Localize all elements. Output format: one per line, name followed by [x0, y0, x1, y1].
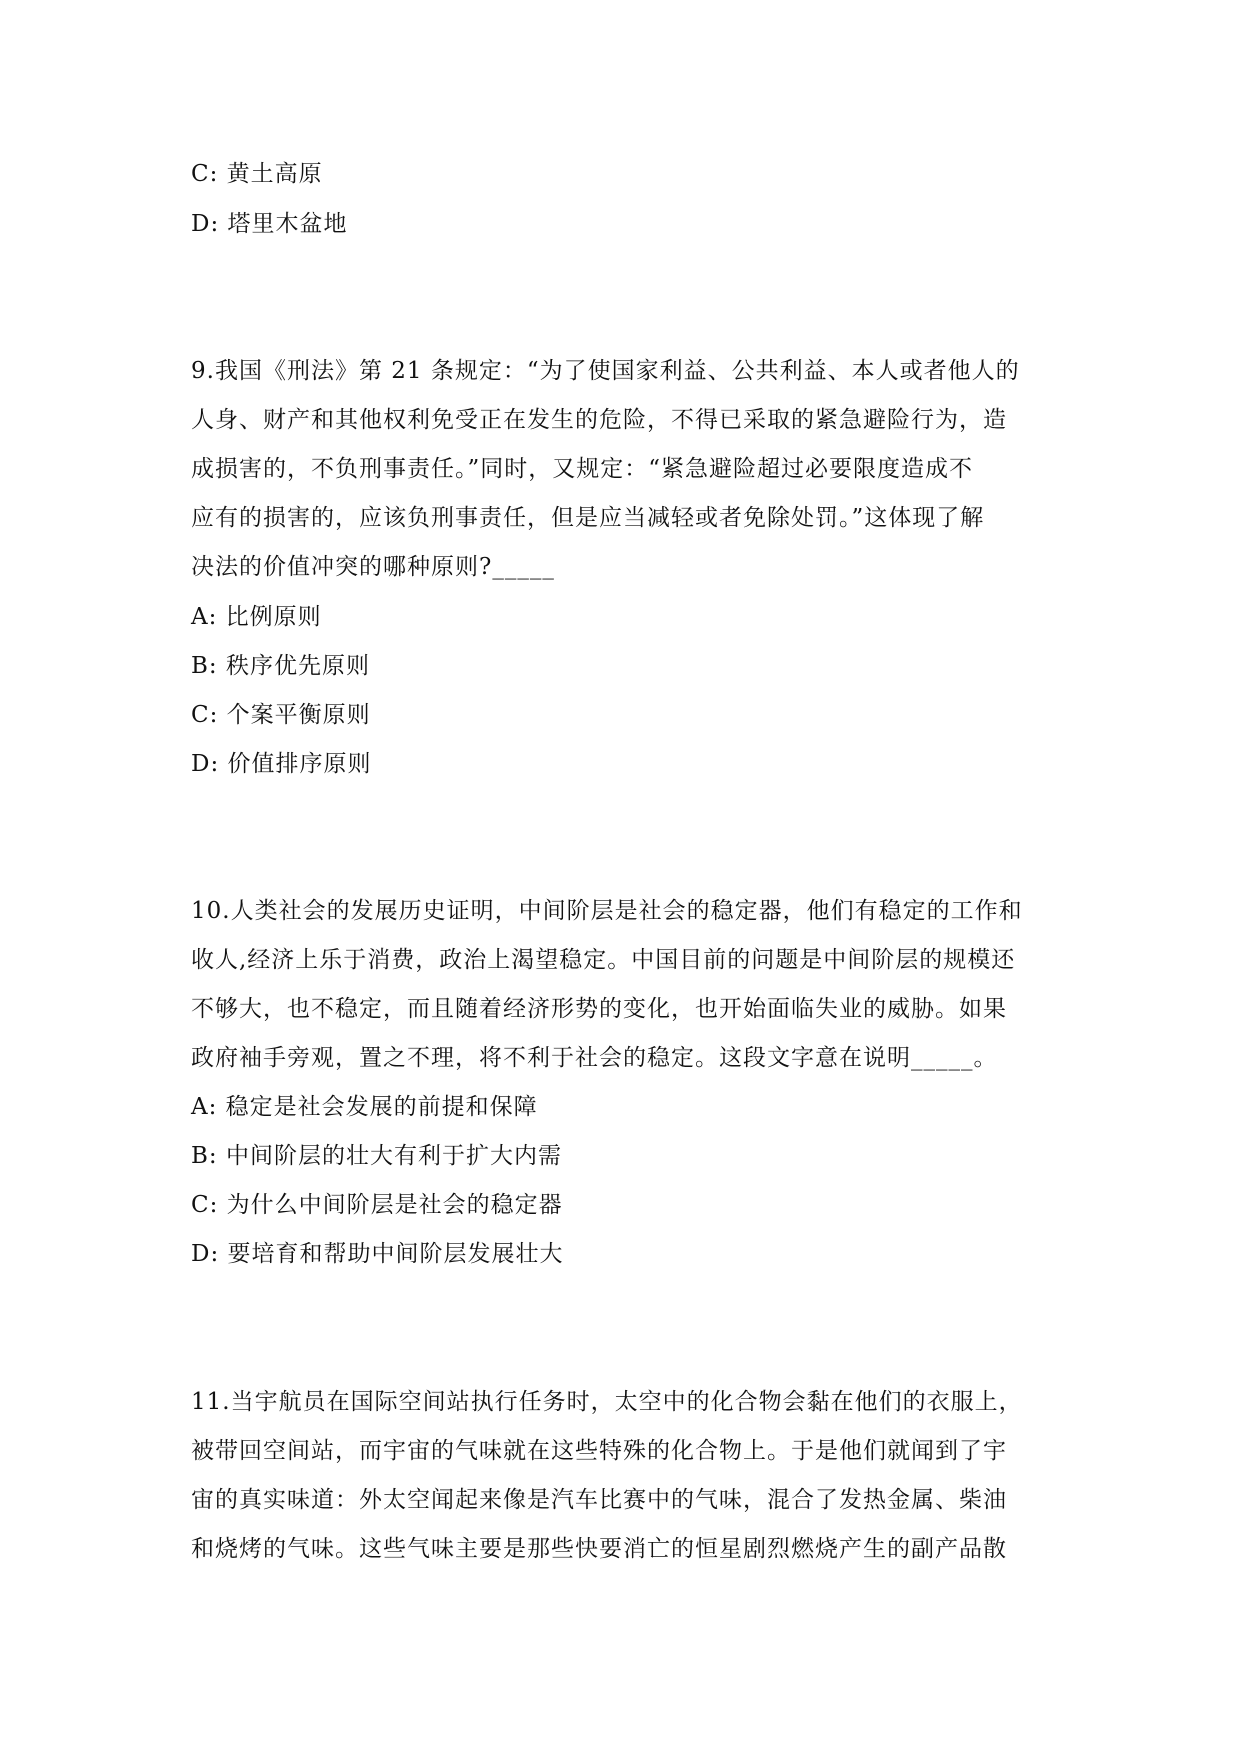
q8-option-c: C: 黄土高原	[191, 161, 323, 187]
q10-option-c: C: 为什么中间阶层是社会的稳定器	[191, 1192, 563, 1218]
q9-stem-line: 9.我国《刑法》第 21 条规定：“为了使国家利益、公共利益、本人或者他人的	[191, 358, 1020, 384]
q9-stem-line: 成损害的，不负刑事责任。”同时，又规定：“紧急避险超过必要限度造成不	[191, 456, 974, 482]
q9-option-a: A: 比例原则	[191, 604, 322, 630]
q11-stem-line: 和烧烤的气味。这些气味主要是那些快要消亡的恒星剧烈燃烧产生的副产品散	[191, 1536, 1007, 1562]
q10-stem-line: 收人,经济上乐于消费，政治上渴望稳定。中国目前的问题是中间阶层的规模还	[191, 947, 1016, 973]
q10-option-b: B: 中间阶层的壮大有利于扩大内需	[191, 1143, 562, 1169]
q10-stem-line: 10.人类社会的发展历史证明，中间阶层是社会的稳定器，他们有稳定的工作和	[191, 898, 1023, 924]
q10-stem-line: 不够大，也不稳定，而且随着经济形势的变化，也开始面临失业的威胁。如果	[191, 996, 1007, 1022]
q11-stem-line: 宙的真实味道：外太空闻起来像是汽车比赛中的气味，混合了发热金属、柴油	[191, 1487, 1007, 1513]
q9-option-c: C: 个案平衡原则	[191, 702, 371, 728]
q8-option-d: D: 塔里木盆地	[191, 211, 348, 237]
q10-option-a: A: 稳定是社会发展的前提和保障	[191, 1094, 538, 1120]
q9-stem-line: 决法的价值冲突的哪种原则?_____	[191, 554, 555, 580]
q9-stem-line: 人身、财产和其他权利免受正在发生的危险，不得已采取的紧急避险行为，造	[191, 407, 1007, 433]
q11-stem-line: 11.当宇航员在国际空间站执行任务时，太空中的化合物会黏在他们的衣服上，	[191, 1389, 1023, 1415]
q9-stem-line: 应有的损害的，应该负刑事责任，但是应当减轻或者免除处罚。”这体现了解	[191, 505, 985, 531]
q11-stem-line: 被带回空间站，而宇宙的气味就在这些特殊的化合物上。于是他们就闻到了宇	[191, 1438, 1007, 1464]
q10-stem-line: 政府袖手旁观，置之不理，将不利于社会的稳定。这段文字意在说明_____。	[191, 1045, 998, 1071]
q9-option-b: B: 秩序优先原则	[191, 653, 370, 679]
q9-option-d: D: 价值排序原则	[191, 751, 372, 777]
q10-option-d: D: 要培育和帮助中间阶层发展壮大	[191, 1241, 564, 1267]
